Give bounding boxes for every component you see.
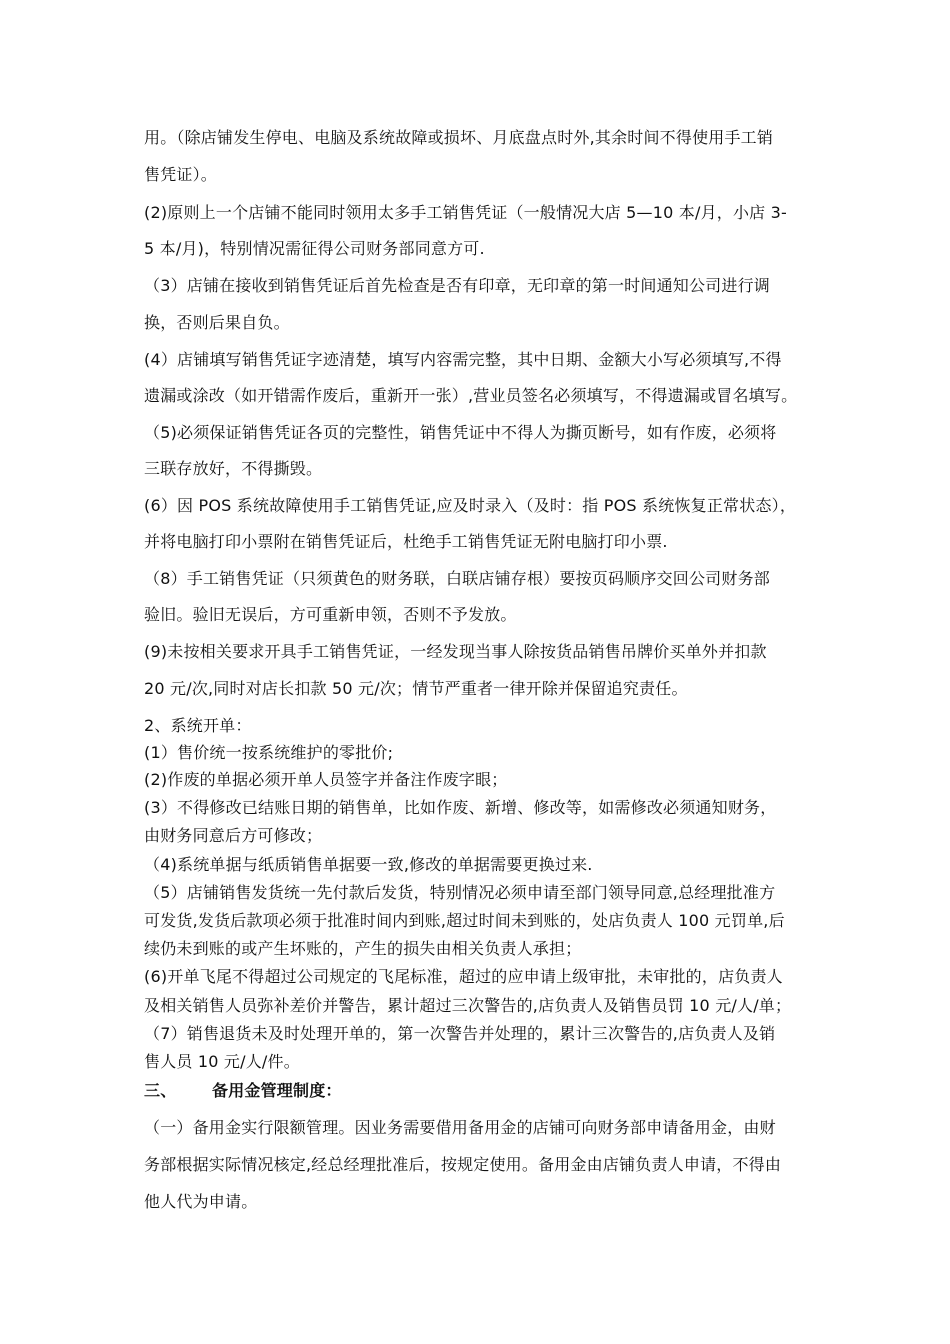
paragraph-line: (6）因 POS 系统故障使用手工销售凭证,应及时录入（及时：指 POS 系统恢复正常状态）， (144, 496, 797, 515)
paragraph-line: 用。（除店铺发生停电、电脑及系统故障或损坏、月底盘点时外,其余时间不得使用手工销 (144, 128, 774, 147)
paragraph-line: (9)未按相关要求开具手工销售凭证，一经发现当事人除按货品销售吊牌价买单外并扣款 (144, 642, 767, 661)
list-item: (6)开单飞尾不得超过公司规定的飞尾标准，超过的应申请上级审批，未审批的，店负责人 (144, 967, 783, 986)
paragraph-line: 三联存放好，不得撕毁。 (144, 459, 323, 478)
chapter-title: 备用金管理制度： (212, 1081, 342, 1100)
list-item: 及相关销售人员弥补差价并警告，累计超过三次警告的,店负责人及销售员罚 10 元/人/单； (144, 996, 792, 1015)
paragraph-line: （8）手工销售凭证（只须黄色的财务联，白联店铺存根）要按页码顺序交回公司财务部 (144, 569, 770, 588)
paragraph-line: 遗漏或涂改（如开错需作废后，重新开一张）,营业员签名必须填写，不得遗漏或冒名填写。 (144, 386, 798, 405)
list-item: （4)系统单据与纸质销售单据要一致,修改的单据需要更换过来. (144, 855, 593, 874)
paragraph-line: (2)原则上一个店铺不能同时领用太多手工销售凭证（一般情况大店 5—10 本/月，小店 3- (144, 203, 788, 222)
list-item: (1）售价统一按系统维护的零批价; (144, 743, 394, 762)
list-item: 售人员 10 元/人/件。 (144, 1052, 300, 1071)
list-item: (3）不得修改已结账日期的销售单，比如作废、新增、修改等，如需修改必须通知财务， (144, 798, 777, 817)
list-item: (2)作废的单据必须开单人员签字并备注作废字眼； (144, 770, 508, 789)
section-heading: 2、系统开单： (144, 716, 252, 735)
paragraph-line: 他人代为申请。 (144, 1192, 258, 1211)
paragraph-line: （3）店铺在接收到销售凭证后首先检查是否有印章，无印章的第一时间通知公司进行调 (144, 276, 770, 295)
list-item: （5）店铺销售发货统一先付款后发货，特别情况必须申请至部门领导同意,总经理批准方 (144, 883, 776, 902)
list-item: （7）销售退货未及时处理开单的，第一次警告并处理的，累计三次警告的,店负责人及销 (144, 1024, 776, 1043)
paragraph-line: 验旧。验旧无误后，方可重新申领，否则不予发放。 (144, 605, 517, 624)
list-item: 由财务同意后方可修改； (144, 826, 323, 845)
list-item: 续仍未到账的或产生坏账的，产生的损失由相关负责人承担； (144, 939, 582, 958)
paragraph-line: （一）备用金实行限额管理。因业务需要借用备用金的店铺可向财务部申请备用金，由财 (144, 1118, 776, 1137)
paragraph-line: 务部根据实际情况核定,经总经理批准后，按规定使用。备用金由店铺负责人申请，不得由 (144, 1155, 782, 1174)
paragraph-line: (4）店铺填写销售凭证字迹清楚，填写内容需完整，其中日期、金额大小写必须填写,不得 (144, 350, 782, 369)
paragraph-line: （5)必须保证销售凭证各页的完整性，销售凭证中不得人为撕页断号，如有作废，必须将 (144, 423, 777, 442)
paragraph-line: 20 元/次,同时对店长扣款 50 元/次；情节严重者一律开除并保留追究责任。 (144, 679, 688, 698)
paragraph-line: 售凭证）。 (144, 165, 218, 184)
chapter-number: 三、 (144, 1081, 177, 1100)
list-item: 可发货,发货后款项必须于批准时间内到账,超过时间未到账的，处店负责人 100 元罚单,后 (144, 911, 785, 930)
paragraph-line: 5 本/月)，特别情况需征得公司财务部同意方可. (144, 239, 485, 258)
paragraph-line: 并将电脑打印小票附在销售凭证后，杜绝手工销售凭证无附电脑打印小票. (144, 532, 668, 551)
paragraph-line: 换，否则后果自负。 (144, 313, 290, 332)
